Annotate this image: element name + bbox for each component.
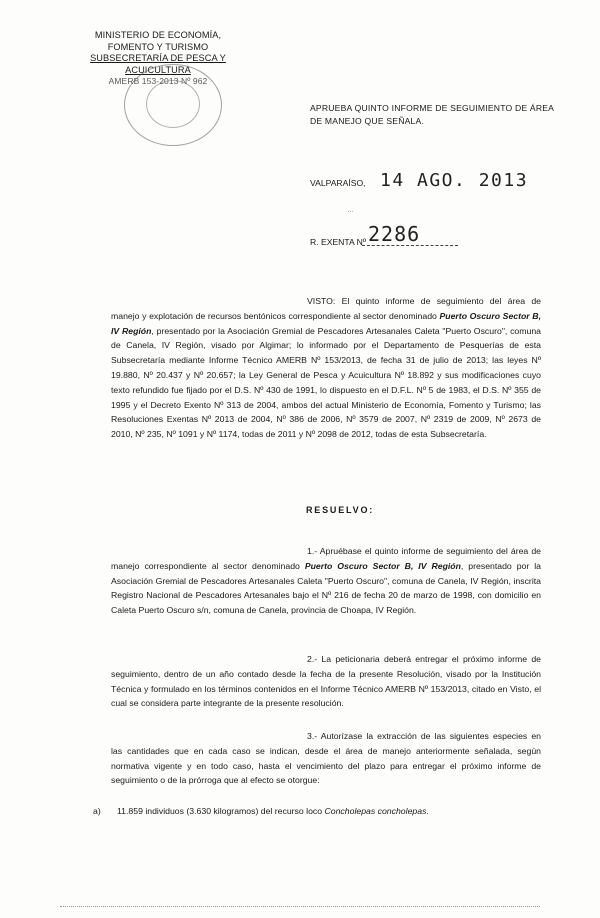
resolution-subject: APRUEBA QUINTO INFORME DE SEGUIMIENTO DE ÁREA DE MANEJO QUE SEÑALA.	[310, 103, 554, 126]
number-dots: …	[347, 207, 354, 214]
visto-text-2: , presentado por la Asociación Gremial de Pescadores Artesanales Caleta "Puerto Oscuro", comuna de Canela, IV Región, visado por Algimar; lo informado por el Departamento de Pesquerías de esta Subsecretaría mediante Informe Técnico AMERB Nº 153/2013, de fecha 31 de julio de 2013; las leyes Nº 19.880, Nº 20.437 y Nº 20.657; la Ley General de Pesca y Acuicultura Nº 18.892 y sus modificaciones cuyo texto refundido fue fijado por el D.S. Nº 430 de 1991, lo dispuesto en el D.F.L. Nº 5 de 1983, el D.S. Nº 355 de 1995 y el Decreto Exento Nº 313 de 2004, ambos del actual Ministerio de Economía, Fomento y Turismo; las Resoluciones Exentas Nº 2013 de 2004, Nº 386 de 2006, Nº 3579 de 2007, Nº 2319 de 2009, Nº 2673 de 2010, Nº 235, Nº 1091 y Nº 1174, todas de 2011 y Nº 2098 de 2012, todas de esta Subsecretaría.	[111, 325, 541, 440]
item-a-species: Concholepas concholepas	[324, 806, 427, 816]
header-line-ministry: MINISTERIO DE ECONOMÍA,	[94, 30, 222, 40]
point-1-sector-name: Puerto Oscuro Sector B, IV Región	[304, 560, 461, 571]
place-label: VALPARAÍSO,	[310, 178, 366, 188]
visto-sector-name: Puerto Oscuro Sector B, IV Región	[111, 310, 541, 336]
exenta-number: 2286	[368, 222, 421, 246]
header-line-fomento: FOMENTO Y TURISMO	[107, 41, 209, 52]
header-line-subsecretaria: SUBSECRETARÍA DE PESCA Y ACUICULTURA	[90, 53, 226, 75]
point-1-text-2: , presentado por la Asociación Gremial de Pescadores Artesanales Caleta "Puerto Oscuro", comuna de Canela, IV Región, inscrita Registro Nacional de Pescadores Artesanales bajo el Nº 216 de fecha 20 de marzo de 1998, con domicilio en Caleta Puerto Oscuro s/n, comuna de Canela, provincia de Choapa, IV Región.	[111, 560, 541, 616]
footer-divider	[60, 906, 540, 907]
item-a-end: .	[426, 806, 429, 816]
item-a-description: 11.859 individuos (3.630 kilogramos) del recurso loco	[117, 806, 325, 816]
visto-text-1: VISTO: El quinto informe de seguimiento del área de manejo y explotación de recursos bentónicos correspondiente al sector denominado	[111, 296, 541, 321]
resuelvo-heading: RESUELVO:	[306, 505, 375, 515]
item-a-text	[117, 806, 557, 816]
item-a-marker: a)	[93, 806, 101, 816]
resolution-point-3: 3.- Autorízase la extracción de las siguientes especies en las cantidades que en cada caso se indican, desde el área de manejo anteriormente señalada, según normativa vigente y en todo caso, hasta el vencimiento del plazo para entregar el próximo informe de seguimiento o de la prórroga que al efecto se otorgue:	[111, 731, 541, 786]
official-seal-inner-ring	[146, 80, 200, 128]
point-1-text-1: 1.- Apruébase el quinto informe de seguimiento del área de manejo correspondiente al sector denominado	[111, 546, 541, 571]
exenta-underline	[362, 245, 458, 246]
visto-paragraph	[111, 294, 541, 442]
exenta-label: R. EXENTA Nº	[310, 237, 366, 247]
resolution-point-1	[111, 544, 541, 618]
header-line-reference: AMERB 153-2013 Nº 962	[108, 76, 208, 86]
date-stamp: 14 AGO. 2013	[380, 170, 529, 191]
resolution-point-2: 2.- La peticionaria deberá entregar el próximo informe de seguimiento, dentro de un año contado desde la fecha de la presente Resolución, visado por la Institución Técnica y formulado en los términos contenidos en el Informe Técnico AMERB Nº 153/2013, citado en Visto, el cual se considera parte integrante de la presente resolución.	[111, 654, 541, 709]
